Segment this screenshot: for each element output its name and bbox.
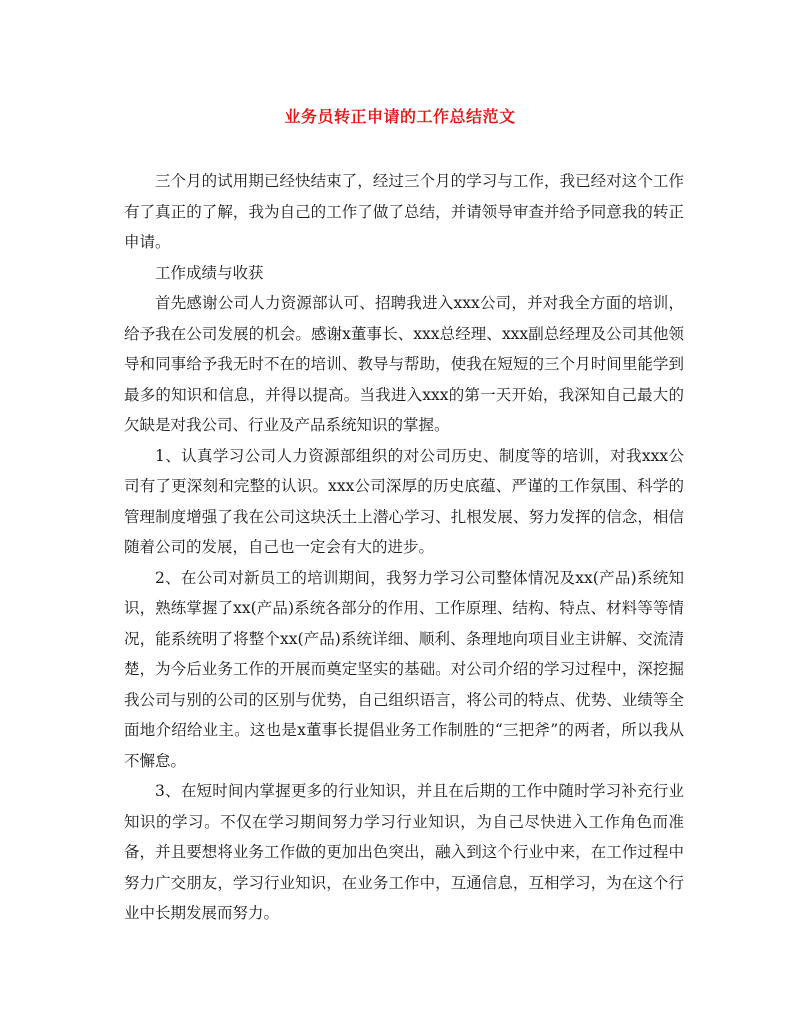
- document-title: 业务员转正申请的工作总结范文: [284, 107, 516, 126]
- paragraph-thanks: 首先感谢公司人力资源部认可、招聘我进入xxx公司，并对我全方面的培训，给予我在公司发展的机会。感谢x董事长、xxx总经理、xxx副总经理及公司其他领导和同事给予我无时不在的培训、教导与帮助，使我在短短的三个月时间里能学到最多的知识和信息，并得以提高。当我进入xxx的第一天开始，我深知自己最大的欠缺是对我公司、行业及产品系统知识的掌握。: [124, 294, 684, 434]
- paragraph-item-3: 3、在短时间内掌握更多的行业知识，并且在后期的工作中随时学习补充行业知识的学习。不仅在学习期间努力学习行业知识，为自己尽快进入工作角色而准备，并且要想将业务工作做的更加出色突出，融入到这个行业中来，在工作过程中努力广交朋友，学习行业知识，在业务工作中，互通信息，互相学习，为在这个行业中长期发展而努力。: [124, 782, 684, 922]
- paragraph-item-2: 2、在公司对新员工的培训期间，我努力学习公司整体情况及xx(产品)系统知识，熟练掌握了xx(产品)系统各部分的作用、工作原理、结构、特点、材料等等情况，能系统明了将整个xx(产品)系统详细、顺利、条理地向项目业主讲解、交流清楚，为今后业务工作的开展而奠定坚实的基础。对公司介绍的学习过程中，深挖掘我公司与别的公司的区别与优势，自己组织语言，将公司的特点、优势、业绩等全面地介绍给业主。这也是x董事长提倡业务工作制胜的“三把斧”的两者，所以我从不懈怠。: [124, 568, 684, 770]
- paragraph-item-1: 1、认真学习公司人力资源部组织的对公司历史、制度等的培训，对我xxx公司有了更深刻和完整的认识。xxx公司深厚的历史底蕴、严谨的工作氛围、科学的管理制度增强了我在公司这块沃土上潜心学习、扎根发展、努力发挥的信念，相信随着公司的发展，自己也一定会有大的进步。: [124, 446, 684, 556]
- section-heading: 工作成绩与收获: [155, 263, 264, 282]
- paragraph-intro: 三个月的试用期已经快结束了，经过三个月的学习与工作，我已经对这个工作有了真正的了解，我为自己的工作了做了总结，并请领导审查并给予同意我的转正申请。: [124, 172, 684, 251]
- document-body: [124, 166, 684, 929]
